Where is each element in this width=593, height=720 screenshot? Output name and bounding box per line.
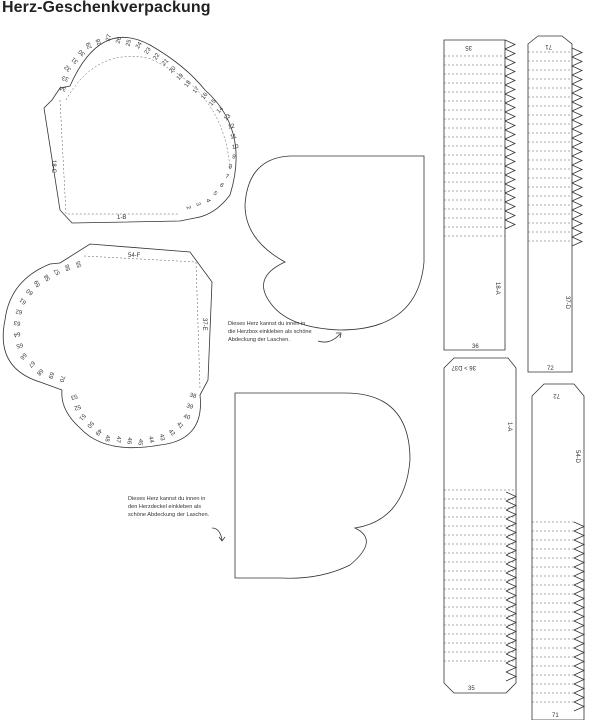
glue-tab (574, 567, 584, 576)
tab-number: 43 (157, 433, 166, 442)
glue-tab (505, 76, 515, 85)
tab-number: 41 (175, 421, 185, 431)
tab-number: 26 (115, 36, 124, 45)
glue-tab (505, 94, 515, 103)
tab-number: 31 (70, 55, 80, 65)
tab-number: 20 (168, 65, 178, 75)
tab-number: 27 (105, 33, 113, 42)
tab-number: 56 (64, 263, 73, 272)
tab-number: 24 (135, 41, 144, 51)
glue-tab (572, 201, 582, 210)
tab-number: 68 (35, 367, 45, 377)
tab-number: 15 (208, 98, 218, 108)
tab-number: 8 (227, 163, 233, 171)
tab-number: 13 (223, 113, 233, 123)
glue-tab (506, 627, 516, 636)
glue-tab (505, 85, 515, 94)
glue-tab (572, 57, 582, 66)
tab-number: 51 (77, 412, 87, 422)
tab-number: 59 (33, 278, 43, 288)
glue-tab (574, 702, 584, 711)
glue-tab (506, 600, 516, 609)
glue-tab (572, 102, 582, 111)
tab-number: 57 (53, 266, 63, 276)
glue-tab (572, 165, 582, 174)
glue-tab (506, 519, 516, 528)
note-herzdeckel-line-3: schöne Abdeckung der Laschen. (128, 512, 210, 518)
tab-number: 25 (125, 39, 134, 48)
glue-tab (506, 564, 516, 573)
strip-b-side-label: 37-D (564, 296, 570, 310)
glue-tab (506, 654, 516, 663)
heart-box-base (44, 33, 240, 223)
tab-number: 69 (46, 371, 55, 380)
tab-number: 30 (77, 47, 87, 57)
arrow-icon (212, 528, 222, 540)
glue-tab (506, 663, 516, 672)
arrow-icon (318, 334, 340, 342)
glue-tab (506, 609, 516, 618)
glue-tab (572, 129, 582, 138)
tab-number: 6 (218, 182, 225, 190)
glue-tab (572, 192, 582, 201)
glue-tab (506, 528, 516, 537)
strip-b-top-label: 71 (545, 43, 552, 49)
tab-number: 40 (182, 413, 191, 422)
tab-number: 5 (211, 190, 219, 198)
strip-a-bottom-label: 36 (472, 344, 479, 350)
glue-tab (505, 193, 515, 202)
tab-number: 14 (215, 105, 225, 115)
note-herzbox-line-1: Dieses Herz kannst du innen in (228, 321, 306, 327)
note-herzdeckel (128, 496, 225, 541)
glue-tab (574, 693, 584, 702)
glue-tab (572, 147, 582, 156)
tab-number: 60 (25, 286, 35, 296)
glue-tab (572, 210, 582, 219)
glue-tab (574, 657, 584, 666)
glue-tab (505, 148, 515, 157)
strip-c (444, 358, 516, 693)
note-herzdeckel-line-2: den Herzdeckel einkleben als (128, 504, 202, 510)
tab-number: 61 (18, 296, 28, 306)
tab-number: 9 (230, 154, 237, 161)
glue-tab (572, 228, 582, 237)
glue-tab (574, 648, 584, 657)
glue-tab (506, 555, 516, 564)
glue-tab (572, 48, 582, 57)
tab-number: 18 (183, 79, 193, 89)
glue-tab (574, 603, 584, 612)
glue-tab (506, 582, 516, 591)
tab-number: 21 (161, 58, 171, 68)
glue-tab (572, 183, 582, 192)
tab-number: 53 (69, 392, 79, 401)
heart-box-side-label: 18-C (50, 160, 56, 174)
glue-tab (506, 618, 516, 627)
glue-tab (572, 66, 582, 75)
tab-number: 11 (229, 133, 238, 141)
tab-number: 38 (188, 392, 197, 401)
cover-heart-lid (235, 393, 410, 578)
heart-lid-number-ring-lower (69, 392, 197, 446)
glue-tab (505, 112, 515, 121)
tab-number: 46 (125, 437, 133, 445)
cover-heart-box (245, 156, 424, 330)
tab-number: 16 (200, 91, 210, 101)
tab-number: 23 (143, 46, 153, 56)
tab-number: 10 (231, 143, 240, 152)
note-herzbox-line-2: die Herzbox einkleben als schöne (228, 329, 312, 335)
glue-tab (505, 202, 515, 211)
tab-number: 49 (93, 427, 103, 437)
glue-tab (572, 219, 582, 228)
glue-tab (506, 492, 516, 501)
glue-tab (506, 573, 516, 582)
tab-number: 66 (18, 351, 28, 361)
tab-number: 2 (184, 205, 192, 211)
note-herzbox (228, 321, 341, 343)
glue-tab (574, 531, 584, 540)
glue-tab (574, 522, 584, 531)
tab-number: 34 (59, 84, 68, 92)
glue-tab (506, 546, 516, 555)
glue-tab (505, 139, 515, 148)
glue-tab (505, 49, 515, 58)
tab-number: 47 (114, 435, 122, 444)
strip-a-top-label: 35 (465, 44, 472, 50)
tab-number: 55 (75, 259, 84, 269)
tab-number: 12 (227, 123, 236, 131)
glue-tab (506, 510, 516, 519)
glue-tab (505, 175, 515, 184)
glue-tab (574, 612, 584, 621)
glue-tab (506, 645, 516, 654)
glue-tab (574, 621, 584, 630)
glue-tab (574, 684, 584, 693)
tab-number: 62 (15, 307, 23, 315)
tab-number: 4 (204, 198, 211, 204)
glue-tab (572, 138, 582, 147)
tab-number: 63 (13, 318, 22, 326)
tab-number: 29 (85, 41, 94, 50)
tab-number: 67 (26, 359, 36, 369)
glue-tab (505, 220, 515, 229)
strip-a-side-label: 18-A (494, 282, 500, 295)
tab-number: 42 (166, 428, 176, 438)
strip-d-top-label: 72 (553, 392, 560, 398)
glue-tab (574, 594, 584, 603)
tab-number: 65 (15, 341, 24, 349)
tab-number: 44 (146, 435, 155, 444)
heart-box-number-ring (58, 33, 240, 211)
glue-tab (572, 111, 582, 120)
tab-number: 19 (175, 72, 185, 82)
glue-tab (574, 549, 584, 558)
glue-tab (572, 156, 582, 165)
glue-tab (574, 666, 584, 675)
tab-number: 28 (95, 37, 104, 47)
strip-a (444, 40, 515, 350)
glue-tab (572, 120, 582, 129)
glue-tab (505, 130, 515, 139)
heart-box-bottom-label: 1-B (117, 215, 127, 221)
glue-tab (572, 93, 582, 102)
glue-tab (505, 211, 515, 220)
glue-tab (506, 537, 516, 546)
tab-number: 22 (152, 52, 162, 62)
glue-tab (574, 639, 584, 648)
glue-tab (506, 591, 516, 600)
glue-tab (506, 501, 516, 510)
tab-number: 48 (103, 434, 111, 442)
tab-number: 32 (63, 63, 73, 73)
tab-number: 7 (224, 173, 230, 181)
glue-tab (574, 540, 584, 549)
tab-number: 64 (12, 329, 21, 338)
tab-number: 39 (185, 403, 194, 411)
heart-lid-side-label: 37-E (201, 318, 207, 331)
tab-number: 52 (73, 402, 82, 411)
tab-number: 17 (192, 85, 201, 95)
glue-tab (572, 75, 582, 84)
glue-tab (572, 84, 582, 93)
glue-tab (574, 585, 584, 594)
strip-c-side-label: 1-A (506, 422, 512, 432)
heart-lid-top-label: 54-F (128, 253, 141, 259)
heart-lid-number-ring-upper (12, 259, 83, 383)
heart-lid-base (3, 244, 212, 448)
strip-d-side-label: 54-D (574, 450, 580, 464)
strip-c-top-label: 36 > D37 (451, 364, 476, 370)
glue-tab (574, 675, 584, 684)
tab-number: 50 (85, 419, 95, 429)
glue-tab (574, 576, 584, 585)
glue-tab (505, 58, 515, 67)
strip-b (528, 36, 582, 372)
tab-number: 33 (61, 74, 70, 82)
glue-tab (505, 40, 515, 49)
glue-tab (574, 558, 584, 567)
tab-number: 3 (194, 201, 202, 207)
glue-tab (505, 157, 515, 166)
strip-d-bottom-label: 71 (552, 713, 559, 719)
tab-number: 45 (136, 438, 144, 446)
tab-number: 58 (43, 272, 53, 282)
glue-tab (505, 121, 515, 130)
note-herzbox-line-3: Abdeckung der Laschen. (228, 337, 290, 343)
strip-d (532, 384, 584, 720)
page-title: Herz-Geschenkverpackung (2, 0, 211, 16)
glue-tab (506, 636, 516, 645)
glue-tab (574, 630, 584, 639)
glue-tab (505, 184, 515, 193)
glue-tab (505, 103, 515, 112)
tab-number: 70 (57, 374, 66, 383)
glue-tab (572, 174, 582, 183)
strip-b-bottom-label: 72 (547, 366, 554, 372)
note-herzdeckel-line-1: Dieses Herz kannst du innen in (128, 496, 206, 502)
strip-c-bottom-label: 35 (468, 686, 475, 692)
glue-tab (572, 237, 582, 246)
glue-tab (505, 67, 515, 76)
glue-tab (506, 672, 516, 681)
glue-tab (505, 166, 515, 175)
